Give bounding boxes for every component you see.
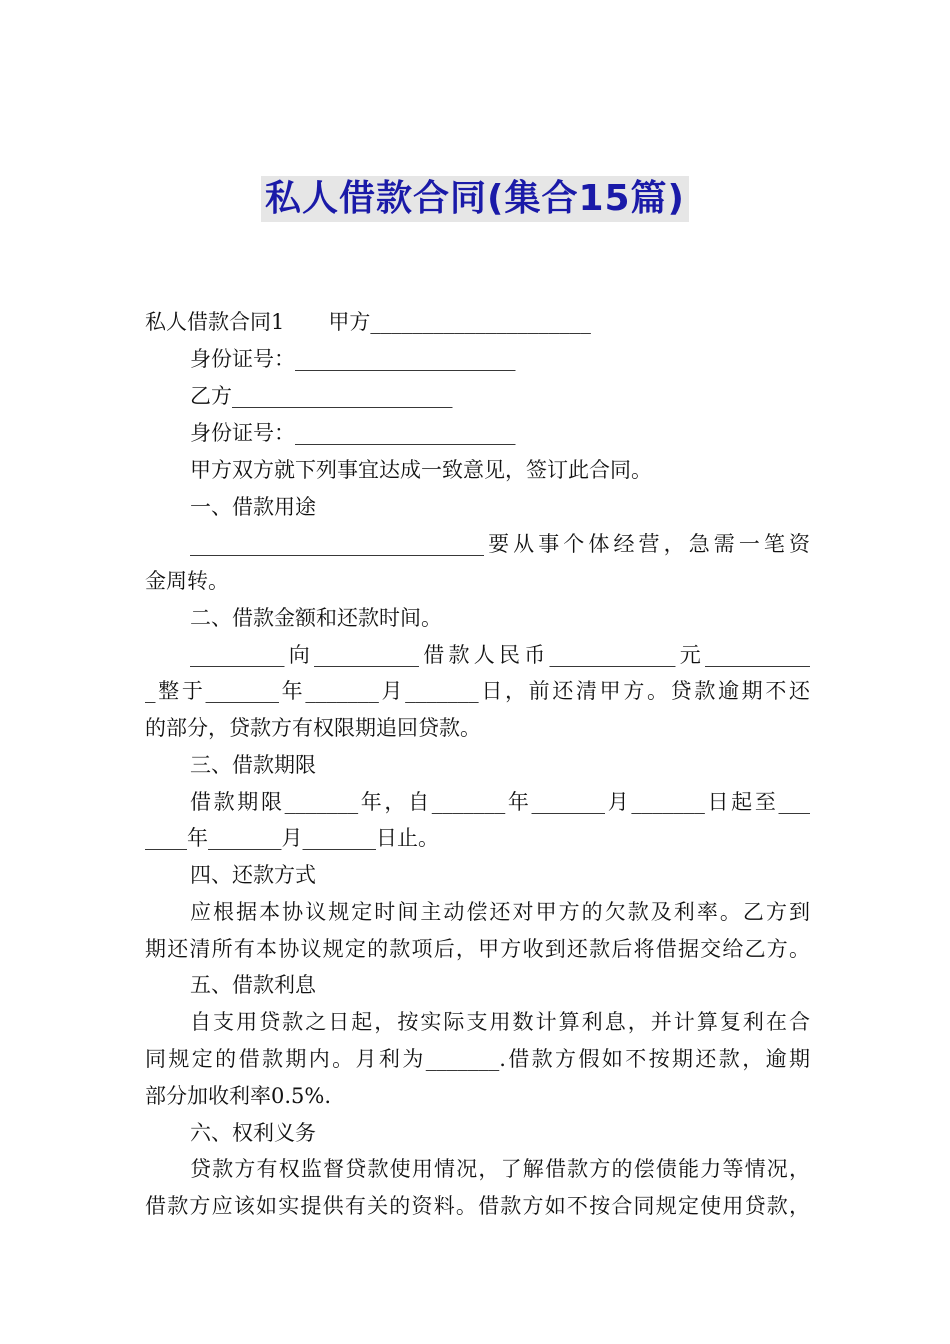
- interest-text-3: 部分加收利率0.5%.: [145, 1084, 332, 1108]
- term-text-2: ____年_______月_______日止。: [145, 826, 439, 850]
- amount-text-1: _________向__________借款人民币____________元__________: [190, 643, 810, 667]
- section-heading-interest: 五、借款利息: [190, 973, 316, 997]
- id-number-b: 身份证号：_____________________: [190, 421, 516, 445]
- purpose-text-2: 金周转。: [145, 569, 229, 593]
- section-heading-term: 三、借款期限: [190, 753, 316, 777]
- document-title: [0, 176, 950, 222]
- section-heading-rights: 六、权利义务: [190, 1121, 316, 1145]
- contract-number: 私人借款合同1: [145, 310, 285, 334]
- rights-text-2: 借款方应该如实提供有关的资料。借款方如不按合同规定使用贷款，: [145, 1194, 810, 1218]
- section-heading-purpose: 一、借款用途: [190, 495, 316, 519]
- term-text-1: 借款期限_______年，自_______年_______月_______日起至___: [190, 790, 810, 814]
- interest-text-1: 自支用贷款之日起，按实际支用数计算利息，并计算复利在合: [190, 1010, 810, 1034]
- purpose-text-1: ____________________________要从事个体经营，急需一笔资: [190, 532, 810, 556]
- amount-text-3: 的部分，贷款方有权限期追回贷款。: [145, 716, 481, 740]
- interest-text-2: 同规定的借款期内。月利为_______.借款方假如不按期还款，逾期: [145, 1047, 810, 1071]
- section-heading-amount: 二、借款金额和还款时间。: [190, 606, 442, 630]
- contract-heading-line: [145, 304, 810, 340]
- id-number-a: 身份证号：_____________________: [190, 347, 516, 371]
- repayment-text-2: 期还清所有本协议规定的款项后，甲方收到还款后将借据交给乙方。: [145, 937, 810, 961]
- amount-text-2: _整于_______年_______月_______日，前还清甲方。贷款逾期不还: [145, 679, 810, 703]
- party-a-field: 甲方_____________________: [328, 310, 591, 334]
- title-text: 私人借款合同(集合15篇): [261, 176, 689, 222]
- party-b-field: 乙方_____________________: [190, 384, 453, 408]
- section-heading-repayment: 四、还款方式: [190, 863, 316, 887]
- agreement-intro: 甲方双方就下列事宜达成一致意见，签订此合同。: [190, 458, 652, 482]
- rights-text-1: 贷款方有权监督贷款使用情况，了解借款方的偿债能力等情况，: [190, 1157, 810, 1181]
- repayment-text-1: 应根据本协议规定时间主动偿还对甲方的欠款及利率。乙方到: [190, 900, 810, 924]
